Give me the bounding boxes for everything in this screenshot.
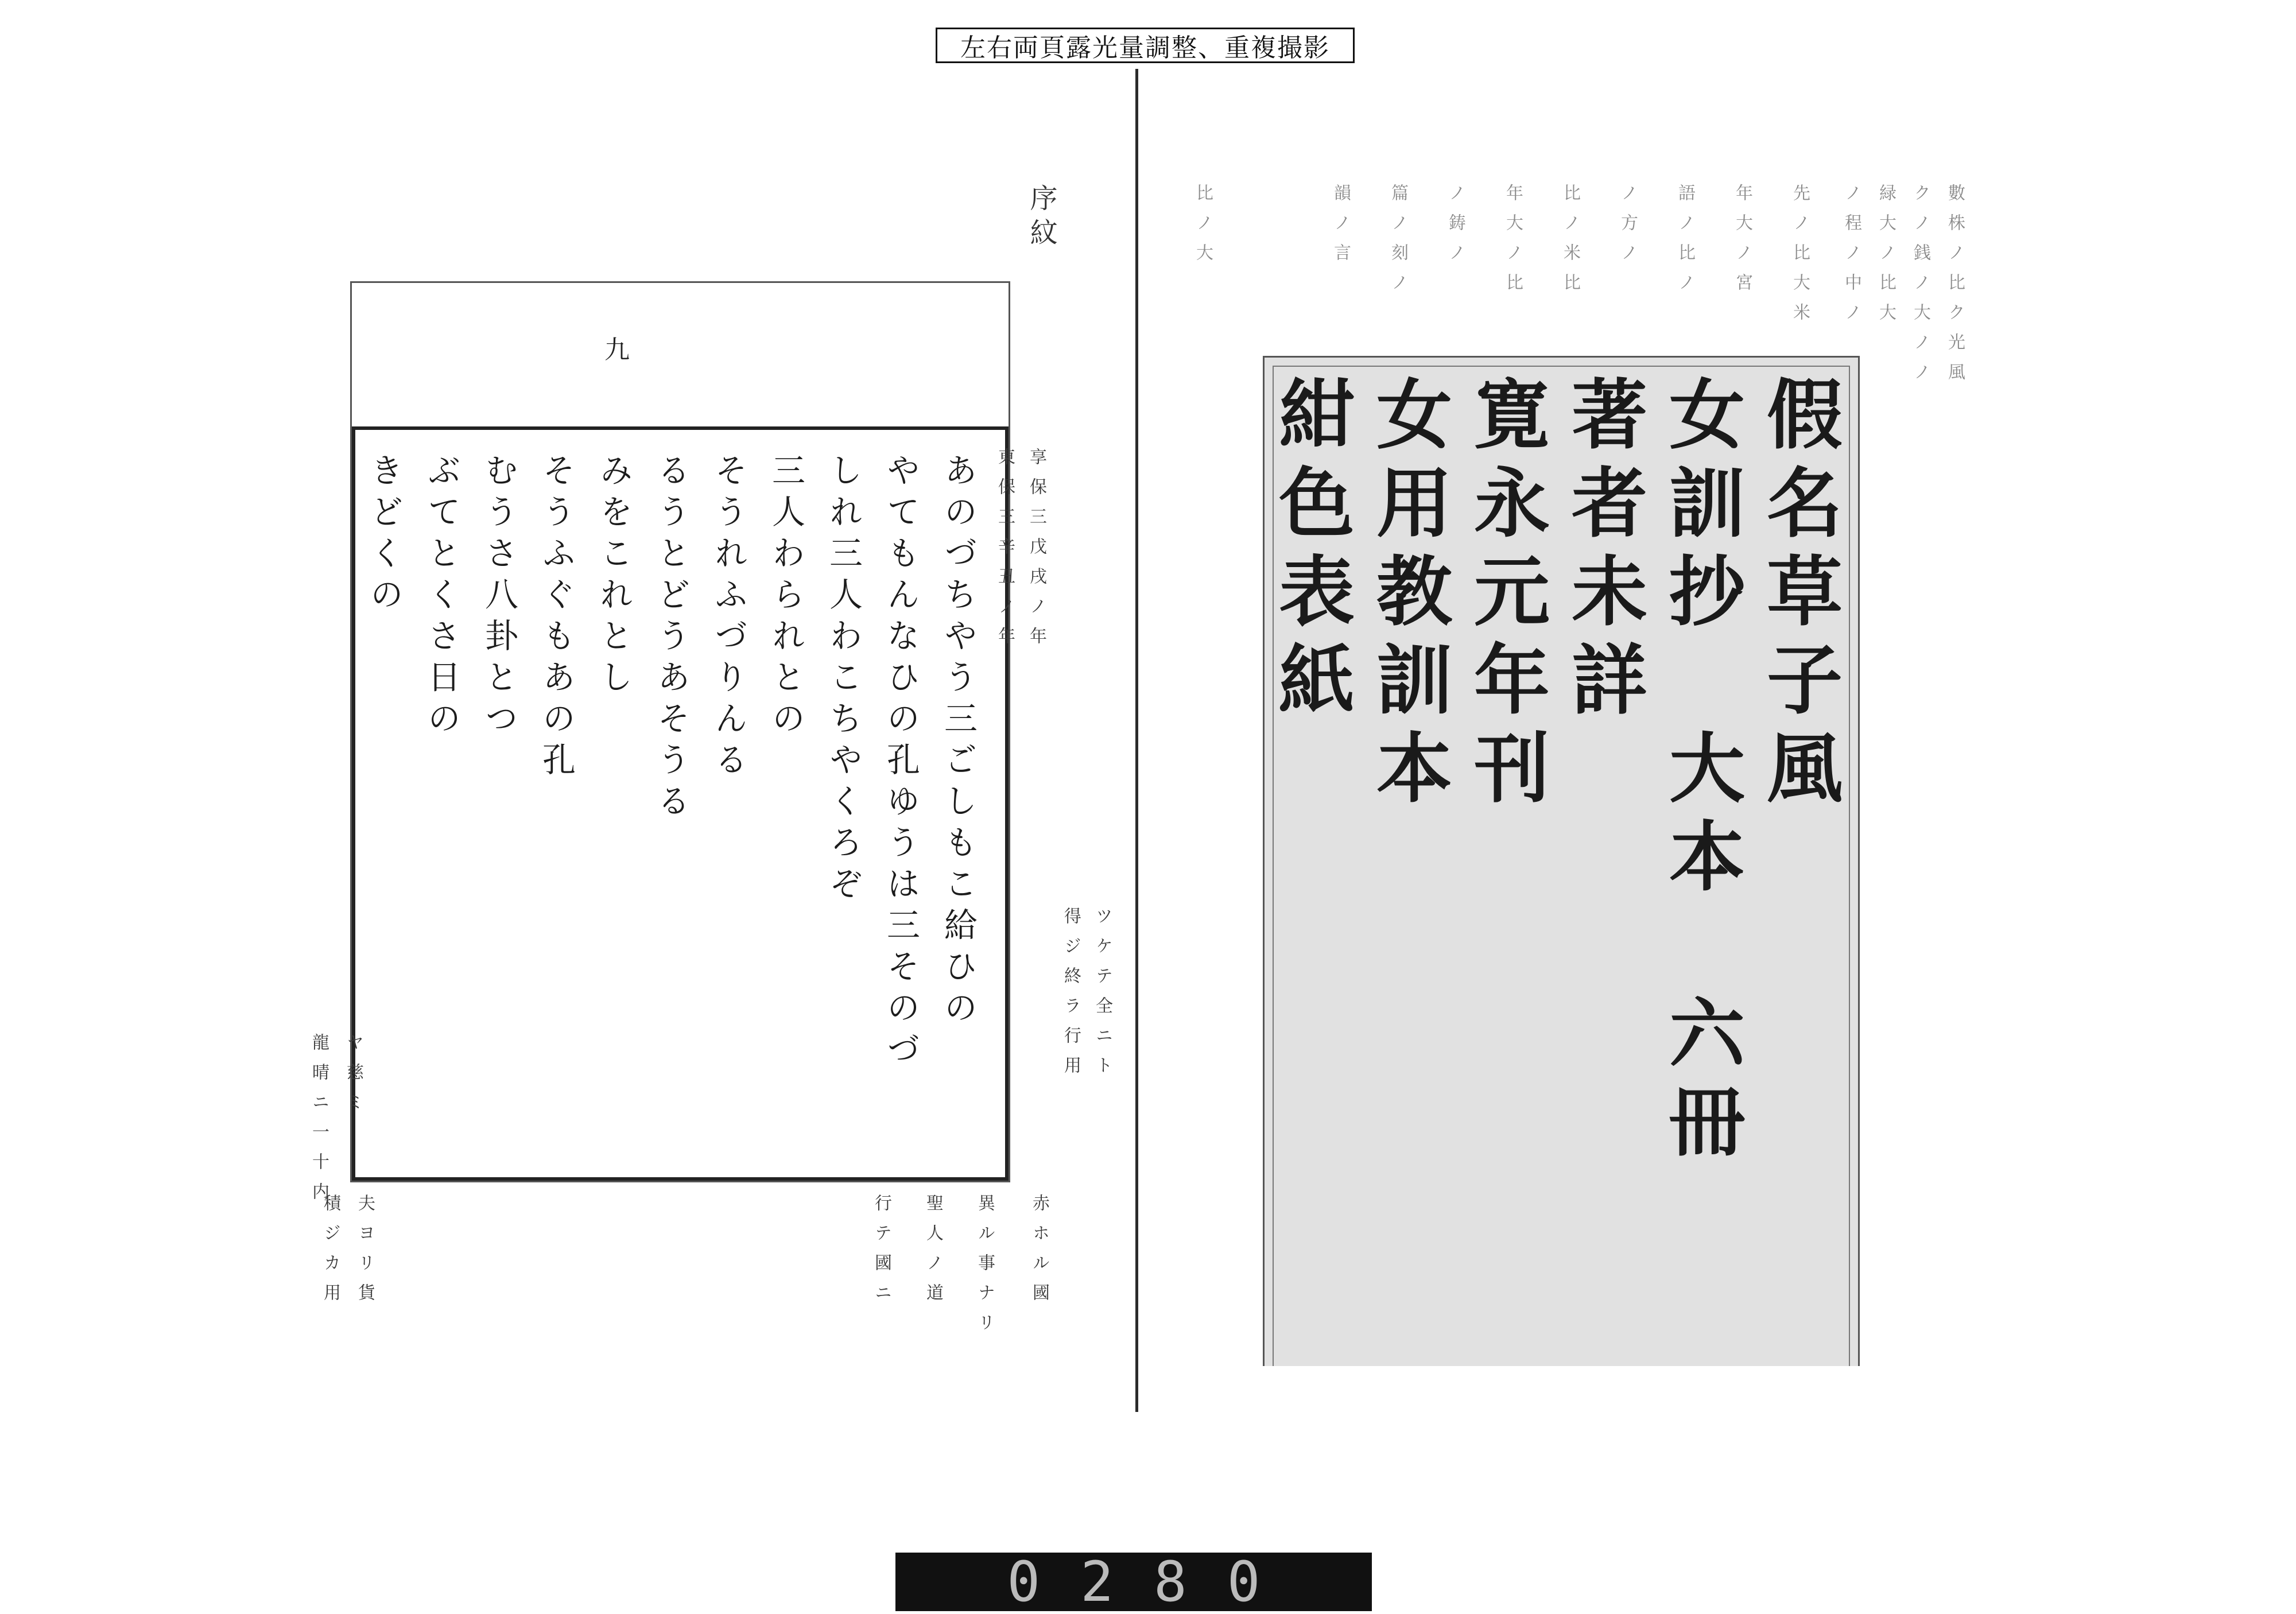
microfilm-frame-stamp [895,1550,1372,1614]
print-column: 赤ホル國 [1029,1194,1049,1313]
print-column: ヤ慈ミ [343,1033,363,1123]
print-column: 龍晴ニ一十内 [309,1033,329,1212]
print-column: ノ方ノ [1618,184,1638,273]
hand-column: そうれふづりんる [709,453,748,783]
print-column: 緑大ノ比大 [1876,184,1896,333]
header-note: 左右両頁露光量調整、重複撮影 [936,28,1355,63]
print-column: 享保三戊戌ノ年 [1026,448,1046,657]
print-column: ノ程ノ中ノ [1841,184,1861,333]
label-line: 寛永元年刊 [1461,375,1550,817]
page-number-glyph: 九 [604,335,630,364]
print-column: 韻ノ言 [1331,184,1351,273]
print-column: 篇ノ刻ノ [1388,184,1408,303]
handwritten-text-panel [352,426,1009,1181]
section-mark: 序紋 [1025,184,1057,253]
print-column: 語ノ比ノ [1675,184,1695,303]
print-column: 聖人ノ道 [923,1194,943,1313]
print-column: 年大ノ比 [1503,184,1523,303]
print-column: クノ銭ノ大ノノ [1910,184,1930,393]
print-column: ノ鋳ノ [1445,184,1465,273]
right-page [1159,172,1992,1366]
print-column: 年大ノ宮 [1732,184,1752,303]
label-line: 女用教訓本 [1363,375,1452,817]
print-column: 先ノ比大米 [1790,184,1810,333]
label-line: 著者未詳 [1558,375,1647,728]
hand-column: やてもんなひの孔ゆうは三そのづ [881,453,920,1073]
print-column: 夫ヨリ貨 [355,1194,375,1313]
hand-column: そうふぐもあの孔 [537,453,576,783]
print-column: 比ノ大 [1193,184,1213,273]
print-column: 積ジカ用 [320,1194,340,1313]
left-page [298,172,1119,1423]
hand-column: ぶてとくさ日の [422,453,461,742]
label-line: 女訓抄 大本 六冊 [1656,375,1745,1170]
label-line: 假名草子風 [1754,375,1843,817]
catalog-label [1263,356,1860,1366]
print-column: 東保三辛丑ノ年 [995,448,1015,657]
print-column: 數株ノ比ク光風 [1945,184,1965,393]
hand-column: きどくの [364,453,404,618]
print-column: 得ジ終ラ行用 [1061,907,1081,1086]
print-column: 比ノ米比 [1560,184,1580,303]
frame-number: 0280 [1007,1550,1301,1614]
hand-column: 三人わられとの [766,453,805,742]
hand-column: あのづちやう三ごしもこ給ひの [938,453,978,1031]
framed-text-block [350,281,1010,1182]
print-column: 異ル事ナリ [975,1194,995,1343]
hand-column: みをこれとし [594,453,633,701]
hand-column: るうとどうあそうる [651,453,691,825]
print-column: 行テ國ニ [871,1194,891,1313]
book-gutter [1135,69,1138,1412]
hand-column: しれ三人わこちやくろぞ [824,453,863,907]
hand-column: むうさ八卦とつ [479,453,518,742]
label-line: 紺色表紙 [1266,375,1355,728]
print-column: ツケテ全ニト [1092,907,1112,1086]
